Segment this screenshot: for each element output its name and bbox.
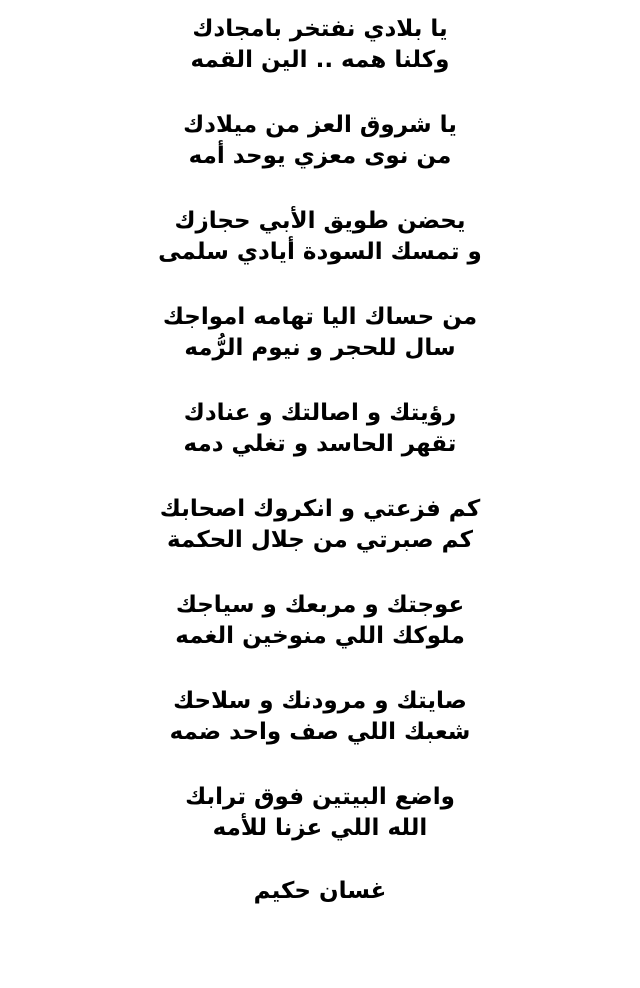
poem-line: واضع البيتين فوق ترابك <box>185 784 455 810</box>
poem-line: شعبك اللي صف واحد ضمه <box>169 719 471 745</box>
poem-line: وكلنا همه .. الين القمه <box>190 47 450 73</box>
poem-line: كم صبرتي من جلال الحكمة <box>166 527 474 553</box>
stanza-2 <box>0 110 640 172</box>
stanza-7 <box>0 590 640 652</box>
poem-line: رؤيتك و اصالتك و عنادك <box>183 400 457 426</box>
poem-author: غسان حكيم <box>253 878 387 904</box>
stanza-1 <box>0 14 640 76</box>
poem-line: يحضن طويق الأبي حجازك <box>174 208 466 234</box>
poem-line: كم فزعتي و انكروك اصحابك <box>159 496 481 522</box>
poem-line: و تمسك السودة أيادي سلمى <box>158 239 482 265</box>
poem-line: ملوكك اللي منوخين الغمه <box>175 623 465 649</box>
poem-line: عوجتك و مربعك و سياجك <box>175 592 465 618</box>
stanza-9 <box>0 782 640 844</box>
stanza-5 <box>0 398 640 460</box>
stanza-3 <box>0 206 640 268</box>
stanza-8 <box>0 686 640 748</box>
stanza-6 <box>0 494 640 556</box>
poem-line: الله اللي عزنا للأمه <box>212 815 428 841</box>
poem-line: سال للحجر و نيوم الرُّمه <box>184 335 456 361</box>
poem-line: يا بلادي نفتخر بامجادك <box>192 16 448 42</box>
poem-line: صايتك و مرودنك و سلاحك <box>173 688 467 714</box>
poem <box>0 14 640 907</box>
poem-line: يا شروق العز من ميلادك <box>183 112 457 138</box>
poem-line: تقهر الحاسد و تغلي دمه <box>183 431 457 457</box>
stanza-4 <box>0 302 640 364</box>
poem-line: من نوى معزي يوحد أمه <box>188 143 452 169</box>
poem-line: من حساك اليا تهامه امواجك <box>162 304 478 330</box>
